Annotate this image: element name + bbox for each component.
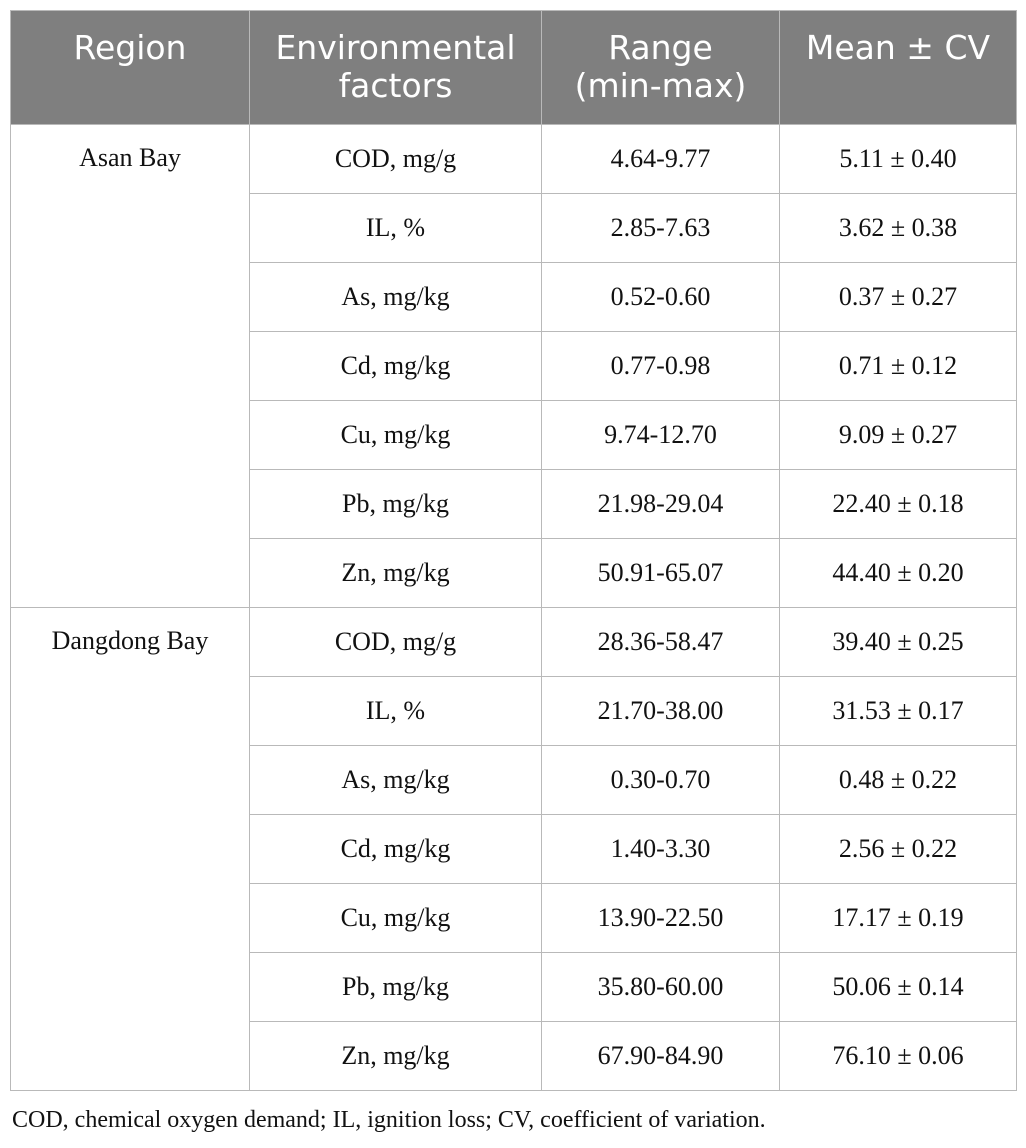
factor-cell: COD, mg/g <box>250 125 542 194</box>
range-cell: 21.70-38.00 <box>542 677 780 746</box>
mean-cv-cell: 17.17 ± 0.19 <box>780 884 1017 953</box>
range-cell: 0.30-0.70 <box>542 746 780 815</box>
factor-cell: Zn, mg/kg <box>250 539 542 608</box>
header-row <box>11 11 1017 125</box>
factor-cell: IL, % <box>250 677 542 746</box>
table-row <box>11 125 1017 194</box>
mean-cv-cell: 3.62 ± 0.38 <box>780 194 1017 263</box>
mean-cv-cell: 0.37 ± 0.27 <box>780 263 1017 332</box>
mean-cv-cell: 39.40 ± 0.25 <box>780 608 1017 677</box>
range-cell: 67.90-84.90 <box>542 1022 780 1091</box>
table-row <box>11 608 1017 677</box>
mean-cv-cell: 50.06 ± 0.14 <box>780 953 1017 1022</box>
range-cell: 35.80-60.00 <box>542 953 780 1022</box>
environmental-factors-table <box>10 10 1017 1091</box>
header-region-label: Region <box>73 28 187 67</box>
header-environmental-factors <box>250 11 542 125</box>
range-cell: 13.90-22.50 <box>542 884 780 953</box>
header-factors-line1: Environmental <box>275 28 516 67</box>
mean-cv-cell: 5.11 ± 0.40 <box>780 125 1017 194</box>
mean-cv-cell: 2.56 ± 0.22 <box>780 815 1017 884</box>
header-region <box>11 11 250 125</box>
mean-cv-cell: 76.10 ± 0.06 <box>780 1022 1017 1091</box>
mean-cv-cell: 0.71 ± 0.12 <box>780 332 1017 401</box>
table-header <box>11 11 1017 125</box>
factor-cell: COD, mg/g <box>250 608 542 677</box>
range-cell: 9.74-12.70 <box>542 401 780 470</box>
mean-cv-cell: 44.40 ± 0.20 <box>780 539 1017 608</box>
table-body <box>11 125 1017 1091</box>
factor-cell: Cd, mg/kg <box>250 332 542 401</box>
header-range-line2: (min-max) <box>574 66 747 105</box>
factor-cell: Pb, mg/kg <box>250 470 542 539</box>
region-cell: Dangdong Bay <box>11 608 250 1091</box>
table-footnote: COD, chemical oxygen demand; IL, ignition loss; CV, coefficient of variation. <box>12 1107 766 1133</box>
range-cell: 1.40-3.30 <box>542 815 780 884</box>
factor-cell: Cd, mg/kg <box>250 815 542 884</box>
region-cell: Asan Bay <box>11 125 250 608</box>
mean-cv-cell: 22.40 ± 0.18 <box>780 470 1017 539</box>
header-mean-cv <box>780 11 1017 125</box>
factor-cell: Cu, mg/kg <box>250 884 542 953</box>
range-cell: 4.64-9.77 <box>542 125 780 194</box>
header-factors-line2: factors <box>338 66 453 105</box>
factor-cell: Cu, mg/kg <box>250 401 542 470</box>
header-range-line1: Range <box>608 28 713 67</box>
factor-cell: Zn, mg/kg <box>250 1022 542 1091</box>
header-range <box>542 11 780 125</box>
range-cell: 28.36-58.47 <box>542 608 780 677</box>
mean-cv-cell: 9.09 ± 0.27 <box>780 401 1017 470</box>
range-cell: 21.98-29.04 <box>542 470 780 539</box>
factor-cell: As, mg/kg <box>250 746 542 815</box>
factor-cell: IL, % <box>250 194 542 263</box>
factor-cell: As, mg/kg <box>250 263 542 332</box>
range-cell: 50.91-65.07 <box>542 539 780 608</box>
range-cell: 0.52-0.60 <box>542 263 780 332</box>
header-mean-label: Mean ± CV <box>805 28 991 67</box>
range-cell: 0.77-0.98 <box>542 332 780 401</box>
table-container <box>10 10 1016 1091</box>
factor-cell: Pb, mg/kg <box>250 953 542 1022</box>
range-cell: 2.85-7.63 <box>542 194 780 263</box>
mean-cv-cell: 0.48 ± 0.22 <box>780 746 1017 815</box>
mean-cv-cell: 31.53 ± 0.17 <box>780 677 1017 746</box>
